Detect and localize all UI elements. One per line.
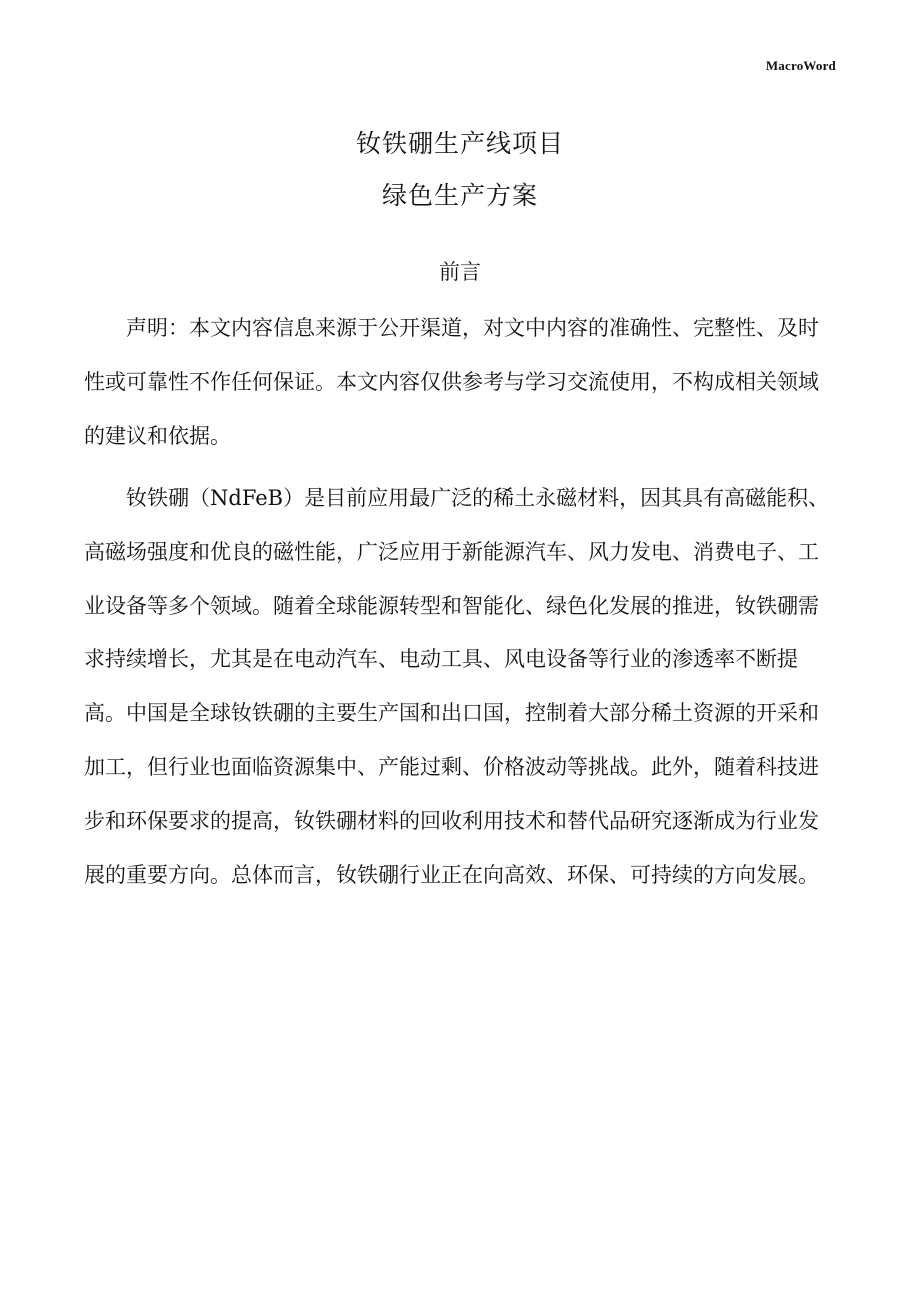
document-title <box>0 118 920 222</box>
paragraph-disclaimer: 声明：本文内容信息来源于公开渠道，对文中内容的准确性、完整性、及时性或可靠性不作任何保证。本文内容仅供参考与学习交流使用，不构成相关领域的建议和依据。 <box>84 316 819 448</box>
paragraph-industry-overview: 钕铁硼（NdFeB）是目前应用最广泛的稀土永磁材料，因其具有高磁能积、高磁场强度和优良的磁性能，广泛应用于新能源汽车、风力发电、消费电子、工业设备等多个领域。随着全球能源转型和智能化、绿色化发展的推进，钕铁硼需求持续增长，尤其是在电动汽车、电动工具、风电设备等行业的渗透率不断提高。中国是全球钕铁硼的主要生产国和出口国，控制着大部分稀土资源的开采和加工，但行业也面临资源集中、产能过剩、价格波动等挑战。此外，随着科技进步和环保要求的提高，钕铁硼材料的回收利用技术和替代品研究逐渐成为行业发展的重要方向。总体而言，钕铁硼行业正在向高效、环保、可持续的方向发展。 <box>84 486 830 887</box>
title-line-2: 绿色生产方案 <box>381 181 538 210</box>
title-line-1: 钕铁硼生产线项目 <box>355 129 564 158</box>
section-heading-preface: 前言 <box>439 260 481 284</box>
header-brand: MacroWord <box>765 58 836 73</box>
